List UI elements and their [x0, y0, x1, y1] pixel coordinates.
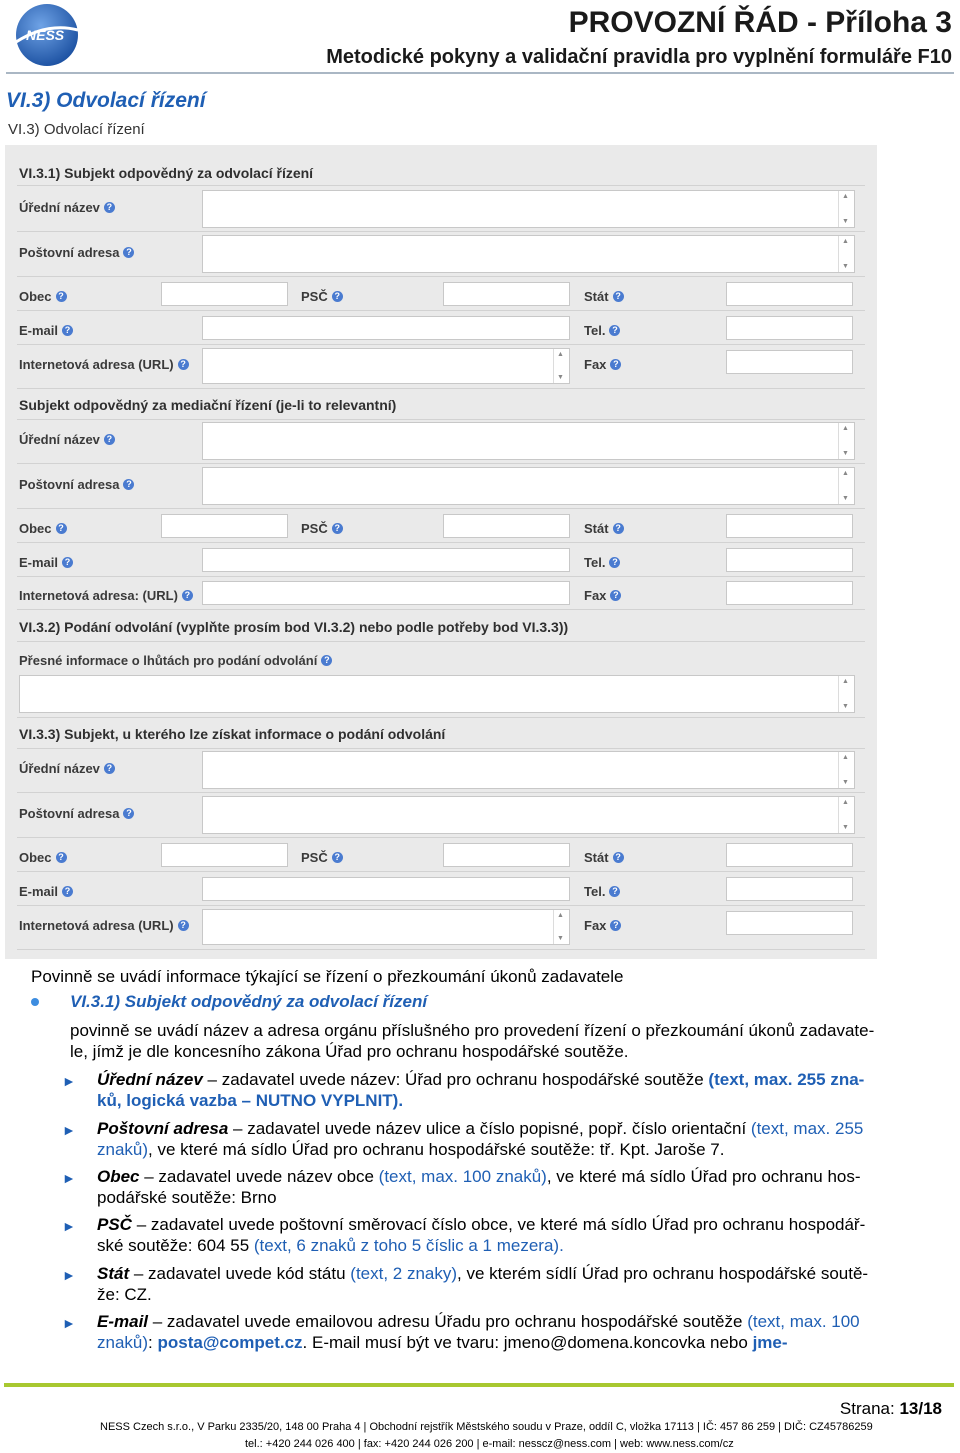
triangle-bullet-icon: ► — [62, 1170, 76, 1186]
label-psc: PSČ ? — [301, 289, 343, 304]
email-input[interactable] — [202, 548, 570, 572]
form-caption: VI.3) Odvolací řízení — [8, 121, 145, 138]
help-icon[interactable]: ? — [613, 852, 624, 863]
list-item: ► Stát – zadavatel uvede kód státu (text, 2 znaky), ve kterém sídlí Úřad pro ochranu hospodářské soutě- že: CZ. — [62, 1264, 869, 1304]
divider — [17, 310, 865, 311]
help-icon[interactable]: ? — [62, 325, 73, 336]
label-lhuty: Přesné informace o lhůtách pro podání odvolání ? — [19, 653, 332, 668]
tel-input[interactable] — [726, 877, 853, 901]
divider — [17, 837, 865, 838]
divider — [17, 748, 865, 749]
intro-text: Povinně se uvádí informace týkající se řízení o přezkoumání úkonů zadavatele — [31, 967, 624, 986]
triangle-bullet-icon: ► — [62, 1073, 76, 1089]
divider — [17, 388, 865, 389]
divider — [17, 276, 865, 277]
help-icon[interactable]: ? — [182, 590, 193, 601]
obec-input[interactable] — [161, 514, 288, 538]
adresa-input[interactable] — [202, 467, 855, 505]
label-email: E-mail ? — [19, 323, 73, 338]
scrollbar[interactable] — [838, 191, 854, 227]
divider — [17, 792, 865, 793]
help-icon[interactable]: ? — [62, 886, 73, 897]
label-adresa: Poštovní adresa ? — [19, 477, 134, 492]
triangle-bullet-icon: ► — [62, 1218, 76, 1234]
urad-input[interactable] — [202, 751, 855, 789]
psc-input[interactable] — [443, 282, 570, 306]
footer-divider — [4, 1383, 954, 1387]
logo-text: NESS — [26, 27, 65, 43]
help-icon[interactable]: ? — [123, 247, 134, 258]
list-item: ► Úřední název – zadavatel uvede název: Úřad pro ochranu hospodářské soutěže (text, max. 255 zna- ků, logická vazba – NUTNO VYPLNIT). — [62, 1070, 865, 1110]
paragraph: povinně se uvádí název a adresa orgánu příslušného pro provedení řízení o přezkoumání úkonů zadavate- le, jímž je dle koncesního zákona Úřad pro ochranu hospodářské soutěže. — [70, 1021, 875, 1061]
label-fax: Fax ? — [584, 357, 621, 372]
label-adresa: Poštovní adresa ? — [19, 245, 134, 260]
help-icon[interactable]: ? — [332, 523, 343, 534]
label-email: E-mail ? — [19, 884, 73, 899]
help-icon[interactable]: ? — [123, 808, 134, 819]
help-icon[interactable]: ? — [104, 434, 115, 445]
obec-input[interactable] — [161, 843, 288, 867]
help-icon[interactable]: ? — [609, 886, 620, 897]
list-item: ► Poštovní adresa – zadavatel uvede název ulice a číslo popisné, popř. číslo orientační (text, max. 255 znaků), ve které má sídlo Úřad pro ochranu hospodářské soutěže: tř. Kpt. Jaroše 7. — [62, 1119, 864, 1159]
help-icon[interactable]: ? — [56, 852, 67, 863]
label-email: E-mail ? — [19, 555, 73, 570]
help-icon[interactable]: ? — [613, 523, 624, 534]
triangle-bullet-icon: ► — [62, 1267, 76, 1283]
help-icon[interactable]: ? — [123, 479, 134, 490]
label-urad: Úřední název ? — [19, 761, 115, 776]
triangle-bullet-icon: ► — [62, 1315, 76, 1331]
fax-input[interactable] — [726, 350, 853, 374]
help-icon[interactable]: ? — [56, 291, 67, 302]
list-item: ► E-mail – zadavatel uvede emailovou adresu Úřadu pro ochranu hospodářské soutěže (text, max. 100 znaků): posta@compet.cz. E-mail musí být ve tvaru: jmeno@domena.koncovka nebo jme- — [62, 1312, 860, 1352]
label-stat: Stát ? — [584, 850, 624, 865]
divider — [17, 949, 865, 950]
scrollbar[interactable] — [553, 349, 569, 383]
tel-input[interactable] — [726, 548, 853, 572]
fax-input[interactable] — [726, 911, 853, 935]
help-icon[interactable]: ? — [609, 557, 620, 568]
label-tel: Tel. ? — [584, 884, 620, 899]
document-subtitle: Metodické pokyny a validační pravidla pro vyplnění formuláře F10 — [326, 46, 952, 68]
help-icon[interactable]: ? — [332, 852, 343, 863]
list-item: ► Obec – zadavatel uvede název obce (text, max. 100 znaků), ve které má sídlo Úřad pro ochranu hos- podářské soutěže: Brno — [62, 1167, 861, 1207]
label-fax: Fax ? — [584, 918, 621, 933]
label-tel: Tel. ? — [584, 555, 620, 570]
help-icon[interactable]: ? — [321, 655, 332, 666]
url-input[interactable] — [202, 581, 570, 605]
label-psc: PSČ ? — [301, 521, 343, 536]
help-icon[interactable]: ? — [104, 763, 115, 774]
ness-logo — [12, 2, 82, 68]
form-screenshot — [5, 145, 877, 959]
scrollbar[interactable] — [838, 236, 854, 272]
section-heading: VI.3.3) Subjekt, u kterého lze získat informace o podání odvolání — [19, 726, 446, 742]
label-adresa: Poštovní adresa ? — [19, 806, 134, 821]
footer-contact: tel.: +420 244 026 400 | fax: +420 244 026 200 | e-mail: nesscz@ness.com | web: www.ness.com/cz — [245, 1438, 734, 1450]
divider — [17, 542, 865, 543]
stat-input[interactable] — [726, 514, 853, 538]
psc-input[interactable] — [443, 843, 570, 867]
divider — [17, 871, 865, 872]
page-number: Strana: 13/18 — [839, 1399, 942, 1418]
label-url: Internetová adresa: (URL) ? — [19, 588, 193, 603]
help-icon[interactable]: ? — [609, 325, 620, 336]
adresa-input[interactable] — [202, 235, 855, 273]
label-obec: Obec ? — [19, 521, 67, 536]
url-input[interactable] — [202, 909, 570, 945]
stat-input[interactable] — [726, 843, 853, 867]
bullet-icon — [31, 998, 39, 1006]
help-icon[interactable]: ? — [104, 202, 115, 213]
scrollbar[interactable] — [838, 797, 854, 833]
tel-input[interactable] — [726, 316, 853, 340]
help-icon[interactable]: ? — [610, 590, 621, 601]
divider — [17, 419, 865, 420]
lhuty-input[interactable] — [19, 675, 855, 713]
divider — [17, 641, 865, 642]
help-icon[interactable]: ? — [610, 359, 621, 370]
label-obec: Obec ? — [19, 289, 67, 304]
divider — [17, 576, 865, 577]
divider — [17, 717, 865, 718]
label-urad: Úřední název ? — [19, 200, 115, 215]
label-stat: Stát ? — [584, 521, 624, 536]
divider — [17, 905, 865, 906]
section-heading: VI.3.2) Podání odvolání (vyplňte prosím bod VI.3.2) nebo podle potřeby bod VI.3.3)) — [19, 619, 569, 635]
divider — [17, 609, 865, 610]
list-item: ► PSČ – zadavatel uvede poštovní směrovací číslo obce, ve které má sídlo Úřad pro ochranu hospodář- ské soutěže: 604 55 (text, 6 znaků z toho 5 číslic a 1 mezera). — [62, 1215, 866, 1255]
section-heading: Subjekt odpovědný za mediační řízení (je-li to relevantní) — [19, 397, 397, 413]
scrollbar[interactable] — [838, 752, 854, 788]
scrollbar[interactable] — [838, 468, 854, 504]
triangle-bullet-icon: ► — [62, 1122, 76, 1138]
urad-input[interactable] — [202, 190, 855, 228]
label-stat: Stát ? — [584, 289, 624, 304]
psc-input[interactable] — [443, 514, 570, 538]
label-url: Internetová adresa (URL) ? — [19, 357, 189, 372]
help-icon[interactable]: ? — [178, 359, 189, 370]
email-input[interactable] — [202, 316, 570, 340]
header-divider — [6, 72, 954, 74]
email-input[interactable] — [202, 877, 570, 901]
divider — [17, 344, 865, 345]
fax-input[interactable] — [726, 581, 853, 605]
label-urad: Úřední název ? — [19, 432, 115, 447]
help-icon[interactable]: ? — [332, 291, 343, 302]
section-title: VI.3) Odvolací řízení — [6, 89, 206, 112]
adresa-input[interactable] — [202, 796, 855, 834]
divider — [17, 463, 865, 464]
urad-input[interactable] — [202, 422, 855, 460]
email-link[interactable]: posta@compet.cz — [157, 1333, 303, 1352]
label-obec: Obec ? — [19, 850, 67, 865]
divider — [17, 185, 865, 186]
help-icon[interactable]: ? — [62, 557, 73, 568]
label-tel: Tel. ? — [584, 323, 620, 338]
obec-input[interactable] — [161, 282, 288, 306]
help-icon[interactable]: ? — [178, 920, 189, 931]
help-icon[interactable]: ? — [56, 523, 67, 534]
document-title: PROVOZNÍ ŘÁD - Příloha 3 — [568, 6, 952, 39]
scrollbar[interactable] — [553, 910, 569, 944]
label-psc: PSČ ? — [301, 850, 343, 865]
label-fax: Fax ? — [584, 588, 621, 603]
scrollbar[interactable] — [838, 676, 854, 712]
bullet-heading: VI.3.1) Subjekt odpovědný za odvolací řízení — [70, 992, 428, 1011]
stat-input[interactable] — [726, 282, 853, 306]
help-icon[interactable]: ? — [610, 920, 621, 931]
scrollbar[interactable] — [838, 423, 854, 459]
footer-company: NESS Czech s.r.o., V Parku 2335/20, 148 00 Praha 4 | Obchodní rejstřík Městského soudu v Praze, oddíl C, vložka 17113 | IČ: 457 86 259 | DIČ: CZ45786259 — [100, 1421, 873, 1433]
divider — [17, 508, 865, 509]
section-heading: VI.3.1) Subjekt odpovědný za odvolací řízení — [19, 165, 314, 181]
help-icon[interactable]: ? — [613, 291, 624, 302]
label-url: Internetová adresa (URL) ? — [19, 918, 189, 933]
divider — [17, 231, 865, 232]
url-input[interactable] — [202, 348, 570, 384]
